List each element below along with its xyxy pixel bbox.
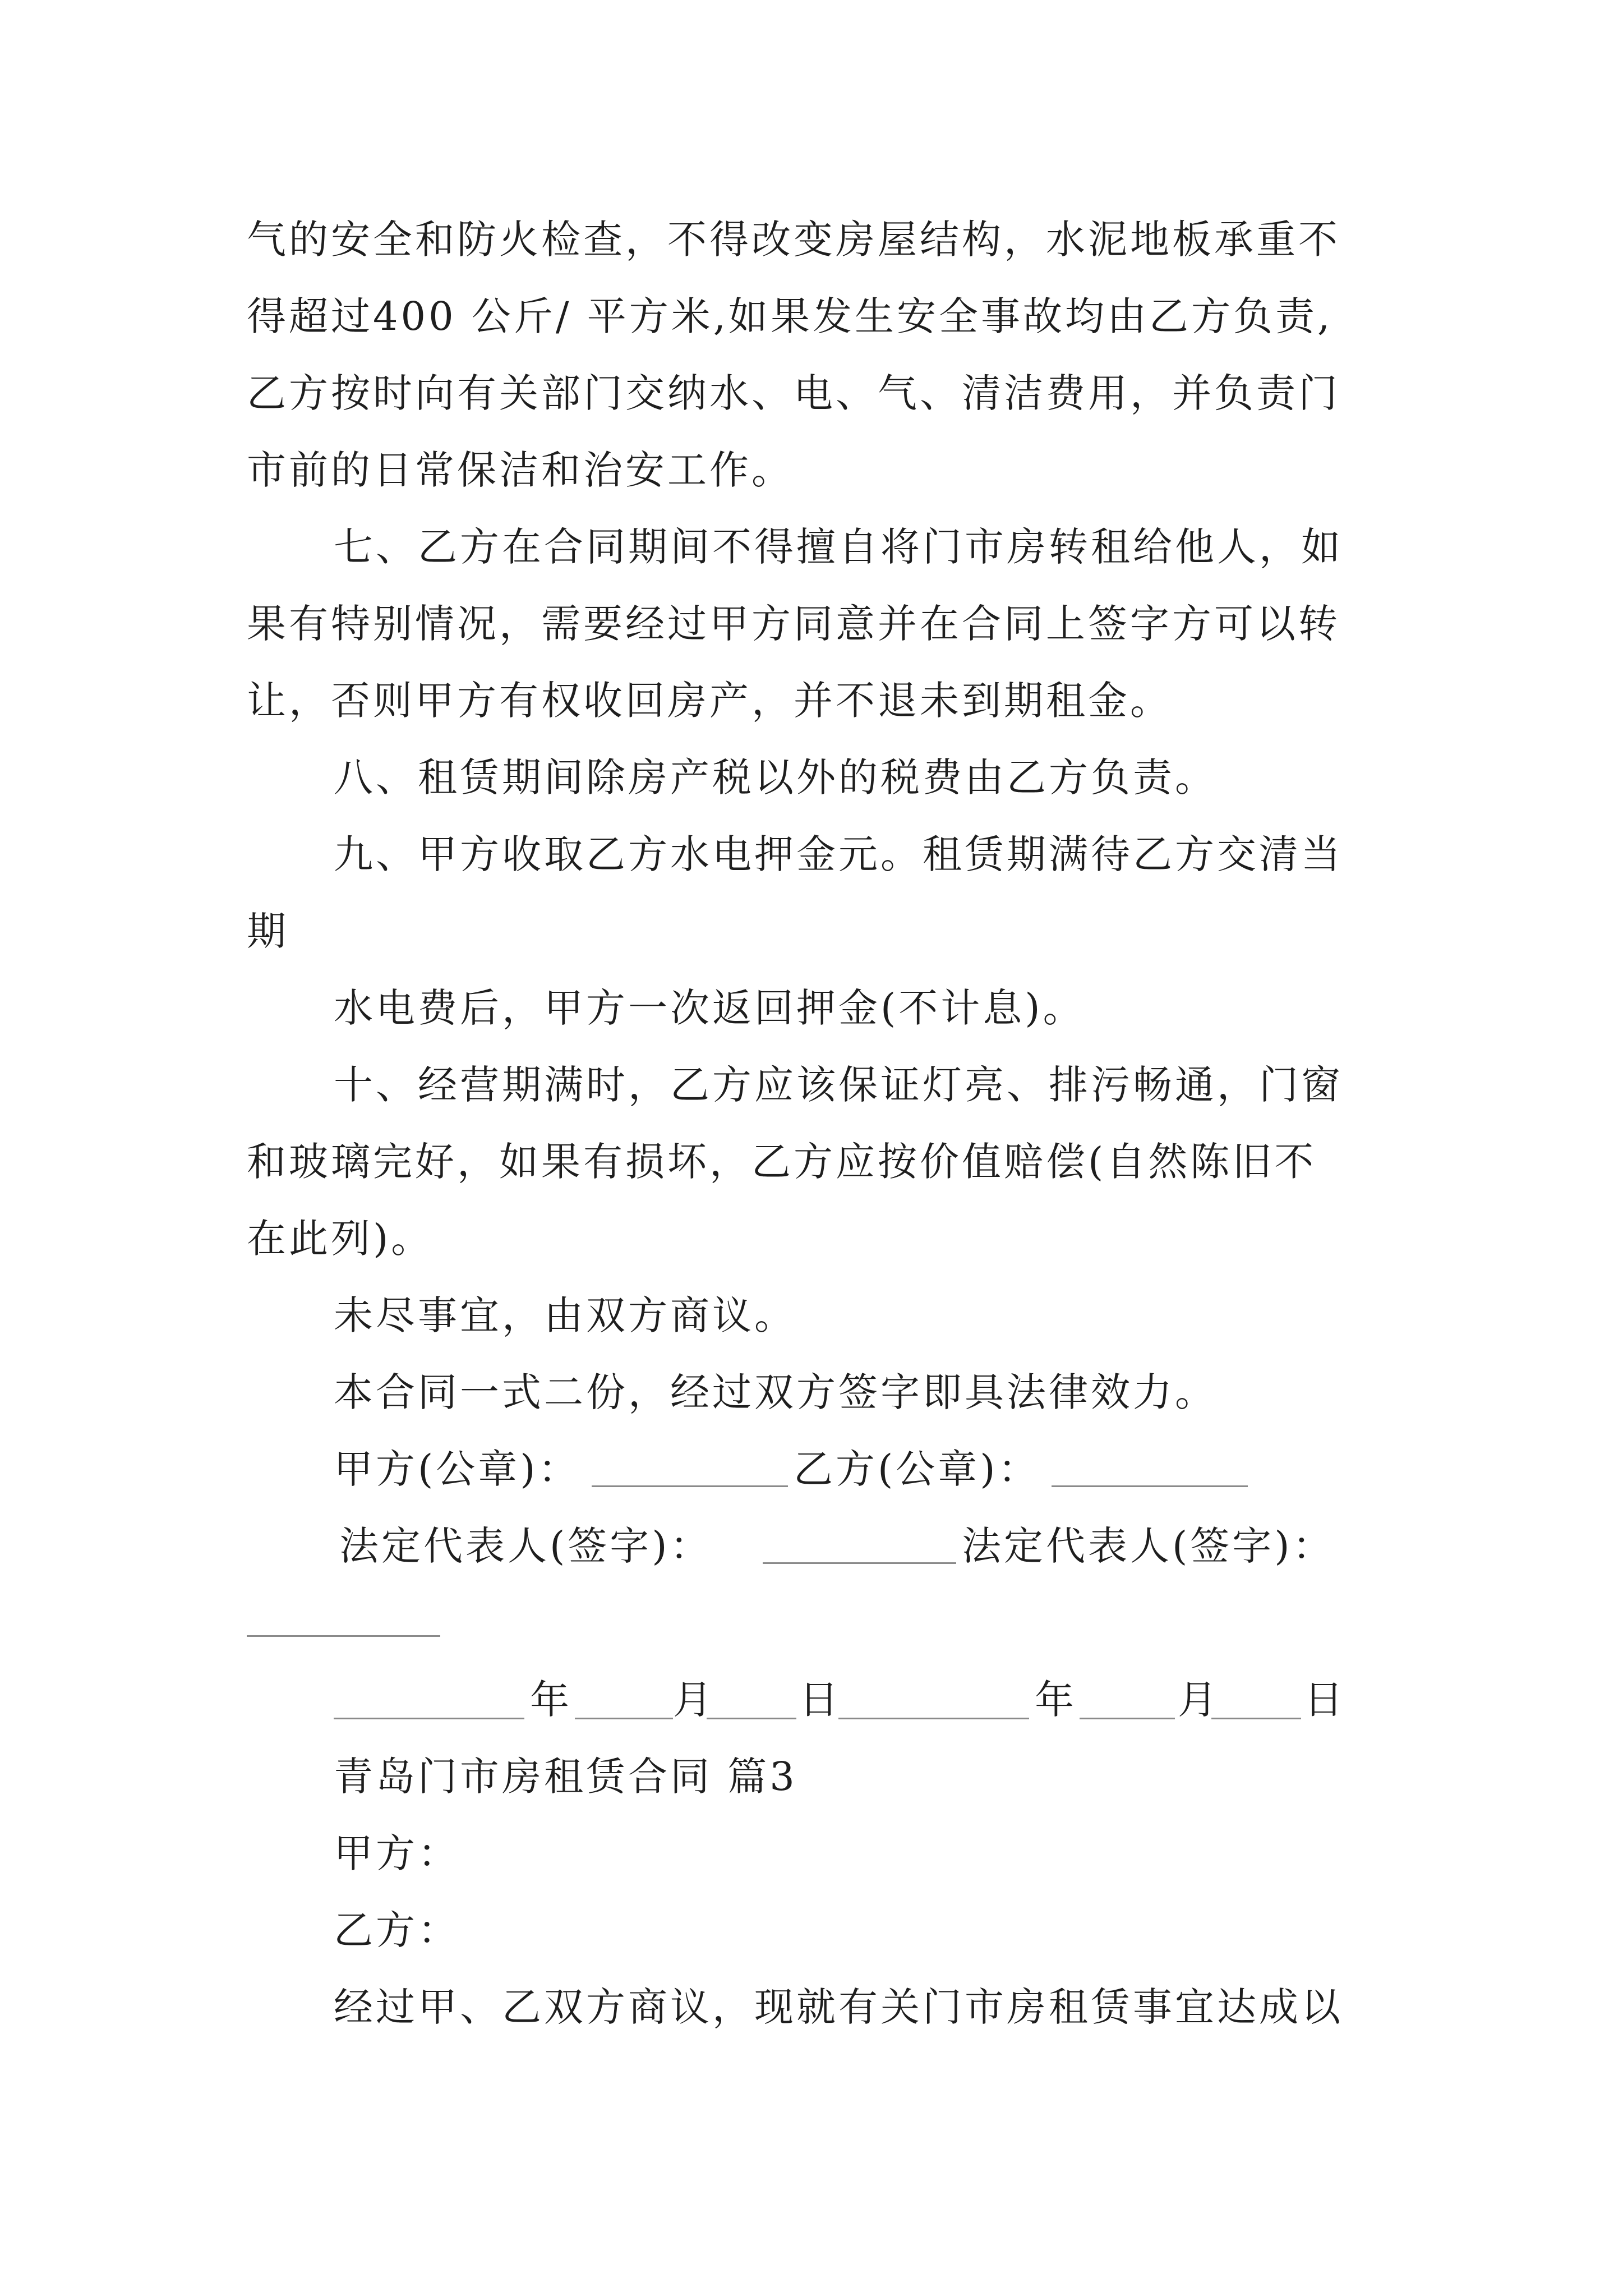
section-title: 青岛门市房租赁合同 篇3 [334, 1754, 797, 1800]
clause-10-line: 十、经营期满时，乙方应该保证灯亮、排污畅通，门窗 [334, 1062, 1343, 1108]
paragraph-line: 乙方按时向有关部门交纳水、电、气、清洁费用，并负责门 [247, 370, 1340, 416]
intro-line: 经过甲、乙双方商议，现就有关门市房租赁事宜达成以 [334, 1984, 1343, 2030]
legal-rep-b-blank [247, 1635, 440, 1637]
party-a-label: 甲方： [334, 1830, 460, 1876]
date-b-year-blank [838, 1718, 1029, 1719]
clause-10-line: 在此列)。 [247, 1216, 434, 1262]
clause-7-line: 让，否则甲方有权收回房产，并不退未到期租金。 [247, 678, 1172, 724]
legal-rep-b-label: 法定代表人(签字)： [962, 1523, 1335, 1569]
date-a-year-blank [334, 1718, 524, 1719]
date-b-day-blank [1211, 1718, 1301, 1719]
party-a-seal-label: 甲方(公章)： [334, 1446, 580, 1492]
date-b-year: 年 [1035, 1677, 1077, 1723]
legal-rep-a-label: 法定代表人(签字)： [339, 1523, 712, 1569]
date-b-month-blank [1080, 1718, 1175, 1719]
paragraph-line: 气的安全和防火检查，不得改变房屋结构，水泥地板承重不 [247, 217, 1340, 263]
clause-9-line: 水电费后，甲方一次返回押金(不计息)。 [334, 985, 1085, 1031]
clause-7-line: 果有特别情况，需要经过甲方同意并在合同上签字方可以转 [247, 601, 1340, 647]
legal-rep-a-blank [763, 1562, 956, 1564]
clause-unresolved-matters: 未尽事宜，由双方商议。 [334, 1292, 796, 1338]
paragraph-line: 市前的日常保洁和治安工作。 [247, 447, 794, 493]
clause-9-line: 期 [247, 908, 289, 954]
date-a-day: 日 [799, 1677, 841, 1723]
date-b-month: 月 [1178, 1677, 1220, 1723]
party-a-seal-blank [592, 1485, 788, 1487]
clause-9-line: 九、甲方收取乙方水电押金元。租赁期满待乙方交清当 [334, 831, 1343, 877]
date-a-day-blank [707, 1718, 796, 1719]
date-a-month-blank [575, 1718, 673, 1719]
clause-7-line: 七、乙方在合同期间不得擅自将门市房转租给他人，如 [334, 524, 1343, 570]
clause-10-line: 和玻璃完好，如果有损坏，乙方应按价值赔偿(自然陈旧不 [247, 1139, 1317, 1185]
date-a-year: 年 [530, 1677, 572, 1723]
date-a-month: 月 [673, 1677, 715, 1723]
clause-copies: 本合同一式二份，经过双方签字即具法律效力。 [334, 1369, 1217, 1415]
party-b-label: 乙方： [334, 1907, 460, 1953]
paragraph-line: 得超过400 公斤/ 平方米,如果发生安全事故均由乙方负责, [247, 293, 1333, 339]
date-b-day: 日 [1304, 1677, 1346, 1723]
party-b-seal-label: 乙方(公章)： [794, 1446, 1040, 1492]
clause-8-line: 八、租赁期间除房产税以外的税费由乙方负责。 [334, 754, 1217, 800]
party-b-seal-blank [1052, 1485, 1248, 1487]
